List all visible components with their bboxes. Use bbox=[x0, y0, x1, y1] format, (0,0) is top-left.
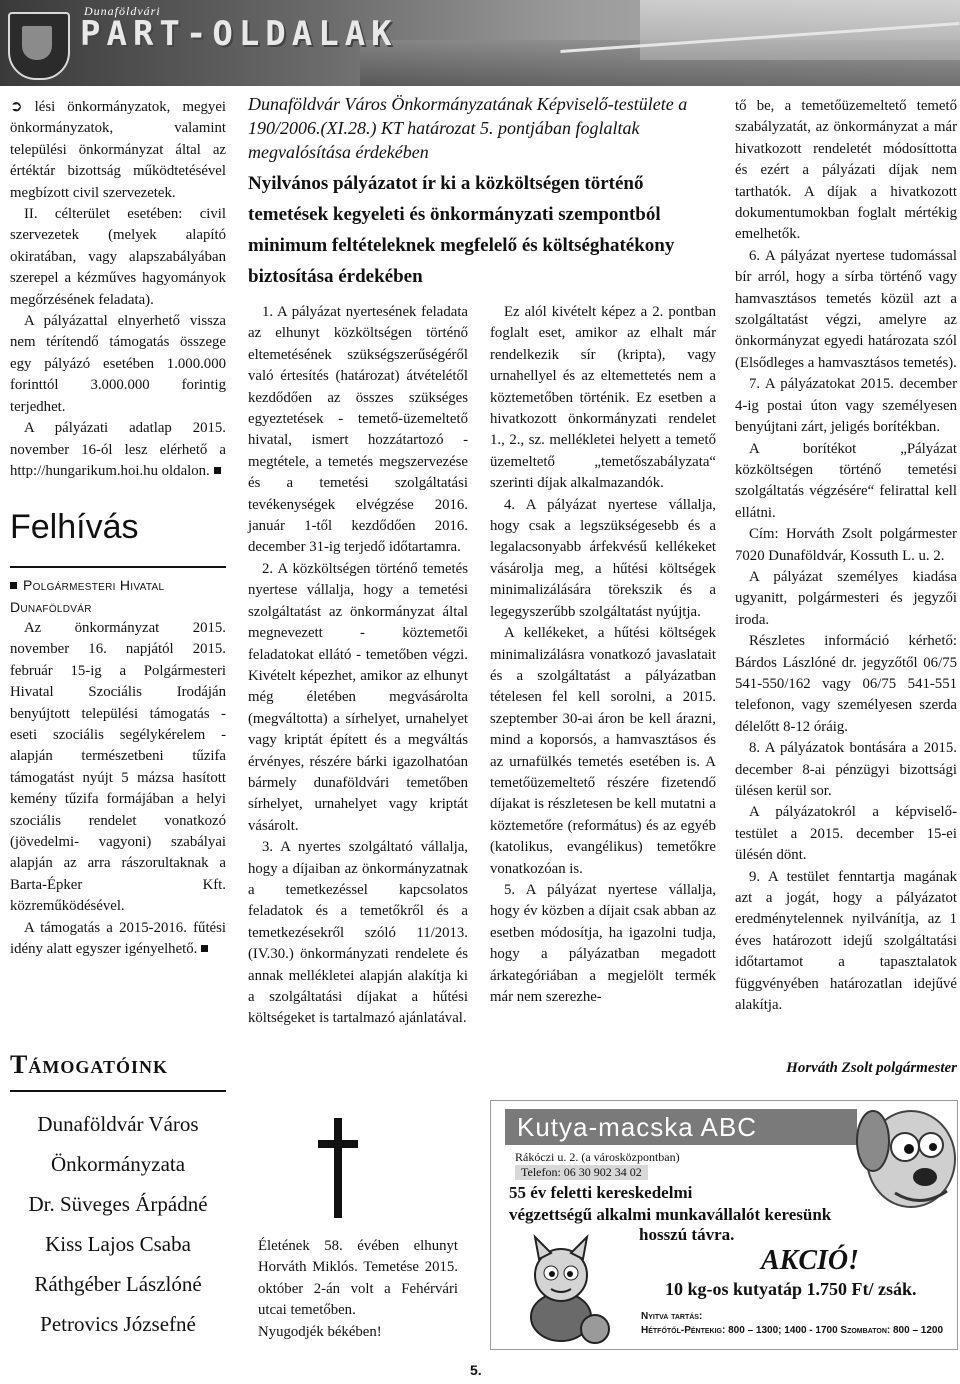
col2-paragraph: 3. A nyertes szolgáltató vállalja, hogy a díjaiban az önkormányzatnak a temetkezéssel kapcsolatos feladatok és a temetőkről és a temetkezésekről szóló 11/2013. (IV.30.) önkormányzati rendelete és annak mellékletei alapján alakítja ki a szolgáltatási díjakat a hűtési költségeket is tartalmazó ajánlatával. bbox=[248, 839, 468, 1027]
ad-offer: 10 kg-os kutyatáp 1.750 Ft/ zsák. bbox=[665, 1279, 917, 1299]
sponsor-name: Kiss Lajos Csaba bbox=[45, 1232, 191, 1256]
ad-opening-hours: Hétfőtől-Péntekig: 800 – 1300; 1400 - 1700 Szombaton: 800 – 1200 bbox=[641, 1325, 944, 1336]
column-2-article bbox=[248, 302, 468, 1030]
col3-paragraph: 4. A pályázat nyertese vállalja, hogy csak a legszükségesebb és a legalacsonyabb árfekvésű kellékeket vásárolja meg, a hűtési költségek minimalizálására törekszik és a legegyszerűbb szolgáltatást nyújtja. bbox=[490, 496, 716, 620]
obituary bbox=[258, 1236, 458, 1343]
col4-paragraph: A borítékot „Pályázat közköltségen történő temetési szolgáltatás végzésére“ felirattal kell ellátni. bbox=[735, 440, 957, 521]
obituary-text: Életének 58. évében elhunyt Horváth Miklós. Temetése 2015. október 2-án volt a Fehérvári utcai temetőben. bbox=[258, 1238, 458, 1319]
ad-hours-label: Nyitva tartás: bbox=[641, 1311, 703, 1322]
ad-job-line: hosszú távra. bbox=[639, 1225, 735, 1244]
sponsor-name: Dr. Süveges Árpádné bbox=[28, 1192, 208, 1216]
col3-paragraph: Ez alól kivételt képez a 2. pontban foglalt eset, amikor az elhalt már rendelkezik sír (kripta), vagy urnahellyel és az eltemettetés nem a köztemetőben történik. Ez esetben a hivatkozott önkormányzati rendelet 1., 2., sz. mellékletei helyett a temető üzemeltető „temetőszabályzata“ szerinti díjak alkalmazandók. bbox=[490, 304, 716, 492]
sponsor-name: Dunaföldvár Város bbox=[37, 1112, 199, 1136]
sponsors-list bbox=[10, 1104, 226, 1344]
felhivas-paragraph: A támogatás a 2015-2016. fűtési idény alatt egyszer igényelhető. bbox=[10, 919, 226, 958]
col4-paragraph: Cím: Horváth Zsolt polgármester 7020 Dunaföldvár, Kossuth L. u. 2. bbox=[735, 526, 957, 564]
sponsor-name: Ráthgéber Lászlóné bbox=[34, 1272, 202, 1296]
sponsor-name: Petrovics Józsefné bbox=[40, 1312, 196, 1336]
column-3-article bbox=[490, 302, 716, 1008]
col4-paragraph: 8. A pályázatok bontására a 2015. december 8-ai pénzügyi bizottsági ülésen kerül sor. bbox=[735, 740, 957, 799]
felhivas-heading: Felhívás bbox=[10, 508, 139, 546]
col1-paragraph: II. célterület esetében: civil szervezetek (melyek alapító okiratában, vagy alapszabályában szerepel a kézműves hagyományok megőrzésének feladata). bbox=[10, 206, 226, 308]
divider bbox=[10, 566, 226, 568]
col4-paragraph: A pályázat személyes kiadása ugyanitt, polgármesteri és jegyzői iroda. bbox=[735, 568, 957, 628]
divider bbox=[10, 1090, 226, 1092]
resolution-intro: Dunaföldvár Város Önkormányzatának Képviselő-testülete a 190/2006.(XI.28.) KT határozat 5. pontjában foglaltak megvalósítása érdekében bbox=[248, 94, 688, 162]
col4-paragraph: A pályázatokról a képviselő-testület a 2015. december 15-ei ülésén dönt. bbox=[735, 804, 957, 864]
ad-banner: Kutya-macska ABC bbox=[505, 1109, 857, 1145]
bullet-square-icon bbox=[10, 582, 17, 589]
office-name: Polgármesteri Hivatal Dunaföldvár bbox=[10, 577, 165, 615]
col4-paragraph: 9. A testület fenntartja magának azt a jogát, hogy a pályázatot eredménytelennek nyilvánítja, az 1 éves határozott idejű szolgáltatási időtartamot a tapasztalatok függvényében határozatlan idejűvé alakítja. bbox=[735, 868, 957, 1014]
ad-job-line: 55 év feletti kereskedelmi bbox=[509, 1183, 693, 1202]
felhivas-paragraph: Az önkormányzat 2015. november 16. napjától 2015. február 15-ig a Polgármesteri Hivatal Szociális Irodáján benyújtott települési támogatás - eseti szociális segélykérelem - alapján természetbeni tűzifa támogatást nyújt 5 mázsa hasított kemény tűzifa formájában a helyi szociális rendelet vonatkozó (jövedelmi- vagyoni) szabályai alapján az arra rászorultaknak a Barta-Épker Kft. közreműködésével. bbox=[10, 620, 226, 915]
end-square-icon bbox=[214, 467, 221, 474]
tender-headline: Nyilvános pályázatot ír ki a közköltségen történő temetések kegyeleti és önkormányzati szempontból minimum feltételeknek megfelelő és költséghatékony biztosítása érdekében bbox=[248, 173, 675, 287]
column-1-article bbox=[10, 96, 226, 482]
sponsors-heading: Támogatóink bbox=[10, 1050, 169, 1079]
col1-paragraph: ➲ lési önkormányzatok, megyei önkormányzatok, valamint települési önkormányzat által az értéktár bizottság működtetésével megbízott civil szervezetek. bbox=[10, 97, 226, 201]
coat-of-arms-icon bbox=[8, 12, 70, 80]
col4-paragraph: Részletes információ kérhető: Bárdos Lászlóné dr. jegyzőtől 06/75 541-550/162 vagy 06/75 541-551 telefonon, vagy személyesen szerda délelőtt 8-12 óráig. bbox=[735, 633, 957, 735]
masthead-subtitle: Dunaföldvári bbox=[84, 4, 161, 18]
column-4-article bbox=[735, 96, 957, 1016]
felhivas-body bbox=[10, 618, 226, 961]
cross-icon bbox=[318, 1118, 358, 1218]
dog-icon bbox=[851, 1101, 958, 1221]
ad-sale-label: AKCIÓ! bbox=[761, 1245, 860, 1276]
col1-paragraph: A pályázati adatlap 2015. november 16-ól lesz elérhető a http://hungarikum.hoi.hu oldalon. bbox=[10, 420, 226, 479]
sponsor-name: Önkormányzata bbox=[50, 1152, 186, 1176]
ad-job-line: végzettségű alkalmi munkavállalót keresünk bbox=[509, 1205, 832, 1224]
ad-phone: Telefon: 06 30 902 34 02 bbox=[515, 1165, 648, 1180]
col3-paragraph: 5. A pályázat nyertese vállalja, hogy év közben a díjait csak abban az esetben módosítja, ha igazolni tudja, hogy a pályázatban megadott árkategóriában a megjelölt termék már nem szerezhe- bbox=[490, 881, 716, 1005]
col4-paragraph: 7. A pályázatokat 2015. december 4-ig postai úton vagy személyesen benyújtani zárt, jeligés borítékban. bbox=[735, 376, 957, 436]
cat-icon bbox=[505, 1233, 615, 1347]
ad-address: Rákóczi u. 2. (a városközpontban) bbox=[515, 1150, 680, 1164]
obituary-closing: Nyugodjék békében! bbox=[258, 1323, 382, 1340]
end-square-icon bbox=[201, 945, 208, 952]
masthead bbox=[0, 0, 960, 86]
col3-paragraph: A kellékeket, a hűtési költségek minimalizálásra vonatkozó javaslatait és a szolgáltatást a pályázatban tételesen fel kell sorolni, a 2015. szeptember 30-ai áron be kell árazni, mind a koporsós, a hamvasztásos és az urnafülkés temetés esetében is. A temetőüzemeltető részére fizetendő díjakat is részletesen be kell mutatni a köztemetőre (református) és az egyéb (katolikus, evangélikus) temetőkre vonatkozóan is. bbox=[490, 625, 716, 877]
page-number: 5. bbox=[470, 1362, 482, 1378]
col1-paragraph: A pályázattal elnyerhető vissza nem térítendő támogatás összege egy pályázó esetében 1.000.000 forinttól 3.000.000 forintig terjedhet. bbox=[10, 313, 226, 415]
continued-arrow-icon: ➲ bbox=[10, 97, 23, 115]
col2-paragraph: 2. A közköltségen történő temetés nyertese vállalja, hogy a temetési szolgáltatást az önkormányzat által megnevezett - köztemetői feladatokat ellátó - temetőben végzi. Kivételt képezhet, amikor az elhunyt még életében megvásárolta (megváltotta) a sírhelyet, urnahelyet vagy kriptát épített és a megváltás érvényes, részére bárki igazolhatóan bármely dunaföldvári temetőben sírhelyet, urnahelyet vagy kriptát vásárolt. bbox=[248, 560, 468, 834]
aerial-photo-river bbox=[640, 0, 960, 60]
col4-paragraph: 6. A pályázat nyertese tudomással bír arról, hogy a sírba történő vagy hamvasztásos temetés közül azt a szolgáltatást végzi, amelyre az önkormányzat egyedi határozata szól (Elsődleges a hamvasztásos temetés). bbox=[735, 247, 957, 371]
pet-shop-advertisement bbox=[490, 1100, 958, 1350]
col2-paragraph: 1. A pályázat nyertesének feladata az elhunyt közköltségen történő eltemetésének szükségszerűségéről való értesítés (határozat) átvételétől kezdődően az összes szükséges egyeztetések - temető-üzemeltető hivatal, ismert hozzátartozó - megtétele, a temetés megszervezése és a temetési szolgáltatási tevékenységek elvégzése 2016. január 1-től kezdődően 2016. december 31-ig terjedő időtartamra. bbox=[248, 304, 468, 556]
signature: Horváth Zsolt polgármester bbox=[786, 1060, 957, 1076]
masthead-title: PART-OLDALAK bbox=[80, 14, 398, 54]
col4-paragraph: tő be, a temetőüzemeltető temető szabályzatát, az önkormányzat a már hivatkozott rendeletét módosíttotta és ezért a pályázati díjak nem tarthatók. A díjak a hivatkozott dokumentumokban foglalt mértékig emelhetők. bbox=[735, 98, 957, 243]
